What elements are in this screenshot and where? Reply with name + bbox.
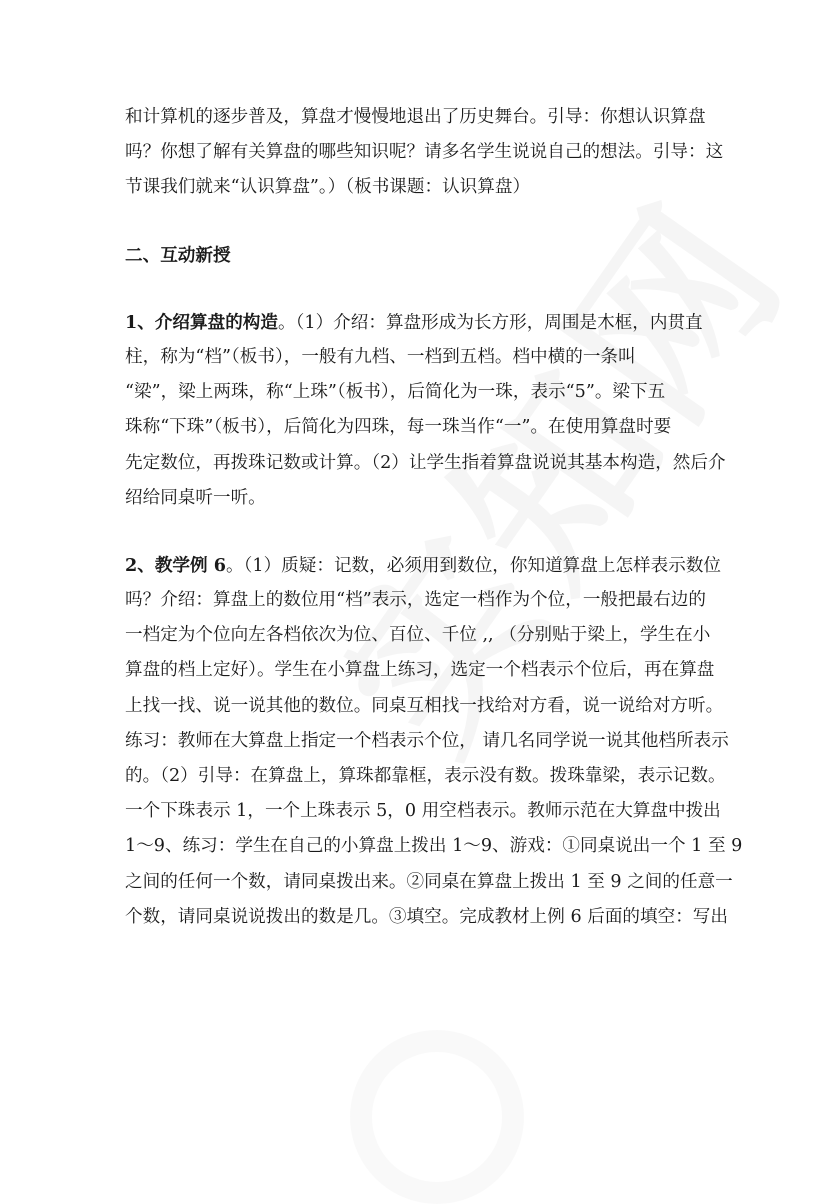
section-heading — [125, 238, 710, 273]
text-line: 柱，称为“档”（板书），一般有九档、一档到五档。档中横的一条叫 — [125, 346, 636, 367]
text-line: 的。（2）引导：在算盘上，算珠都靠框，表示没有数。拨珠靠梁，表示记数。 — [125, 766, 726, 786]
section-heading-text: 二、互动新授 — [125, 244, 231, 266]
text-line: 个数，请同桌说说拨出的数是几。③填空。完成教材上例 6 后面的填空：写出 — [125, 906, 728, 927]
text-line: 和计算机的逐步普及，算盘才慢慢地退出了历史舞台。引导：你想认识算盘 — [125, 107, 706, 127]
text-line: 吗？你想了解有关算盘的哪些知识呢？请多名学生说说自己的想法。引导：这 — [125, 142, 724, 163]
text-line: “梁”，梁上两珠，称“上珠”（板书），后简化为一珠，表示“5”。梁下五 — [125, 382, 666, 403]
paragraph-lead: 1、介绍算盘的构造 — [125, 311, 278, 333]
text-line: 练习：教师在大算盘上指定一个档表示个位， 请几名同学说一说其他档所表示 — [125, 730, 729, 751]
text-line: 。（1）质疑：记数，必须用到数位，你知道算盘上怎样表示数位 — [225, 555, 722, 576]
text-line: 。（1）介绍：算盘形成为长方形，周围是木框，内贯直 — [278, 312, 703, 333]
text-line: 上找一找、说一说其他的数位。同桌互相找一找给对方看，说一说给对方听。 — [125, 695, 724, 716]
text-line: 绍给同桌听一听。 — [125, 487, 266, 508]
text-line: 一档定为个位向左各档依次为位、百位、千位 ,, （分别贴于梁上，学生在小 — [125, 625, 711, 646]
text-line: 之间的任何一个数，请同桌拨出来。②同桌在算盘上拨出 1 至 9 之间的任意一 — [125, 871, 733, 892]
watermark-seal — [350, 1030, 524, 1204]
paragraph-example-6 — [125, 548, 743, 935]
text-line: 先定数位，再拨珠记数或计算。（2）让学生指着算盘说说其基本构造，然后介 — [125, 452, 726, 473]
text-line: 一个下珠表示 1，一个上珠表示 5，0 用空档表示。教师示范在大算盘中拨出 — [125, 801, 721, 822]
text-line: 算盘的档上定好）。学生在小算盘上练习，选定一个档表示个位后，再在算盘 — [125, 660, 715, 681]
paragraph-intro-end — [125, 100, 724, 206]
text-line: 1～9、练习：学生在自己的小算盘上拨出 1～9、游戏：①同桌说出一个 1 至 9 — [125, 836, 743, 857]
paragraph-lead: 2、教学例 6 — [125, 554, 226, 576]
text-line: 吗？介绍：算盘上的数位用“档”表示，选定一档作为个位，一般把最右边的 — [125, 590, 706, 611]
paragraph-abacus-structure — [125, 305, 726, 516]
text-line: 珠称“下珠”（板书），后简化为四珠，每一珠当作“一”。在使用算盘时要 — [125, 417, 672, 438]
document-body — [125, 100, 743, 935]
text-line: 节课我们就来“认识算盘”。）（板书课题：认识算盘） — [125, 177, 531, 198]
